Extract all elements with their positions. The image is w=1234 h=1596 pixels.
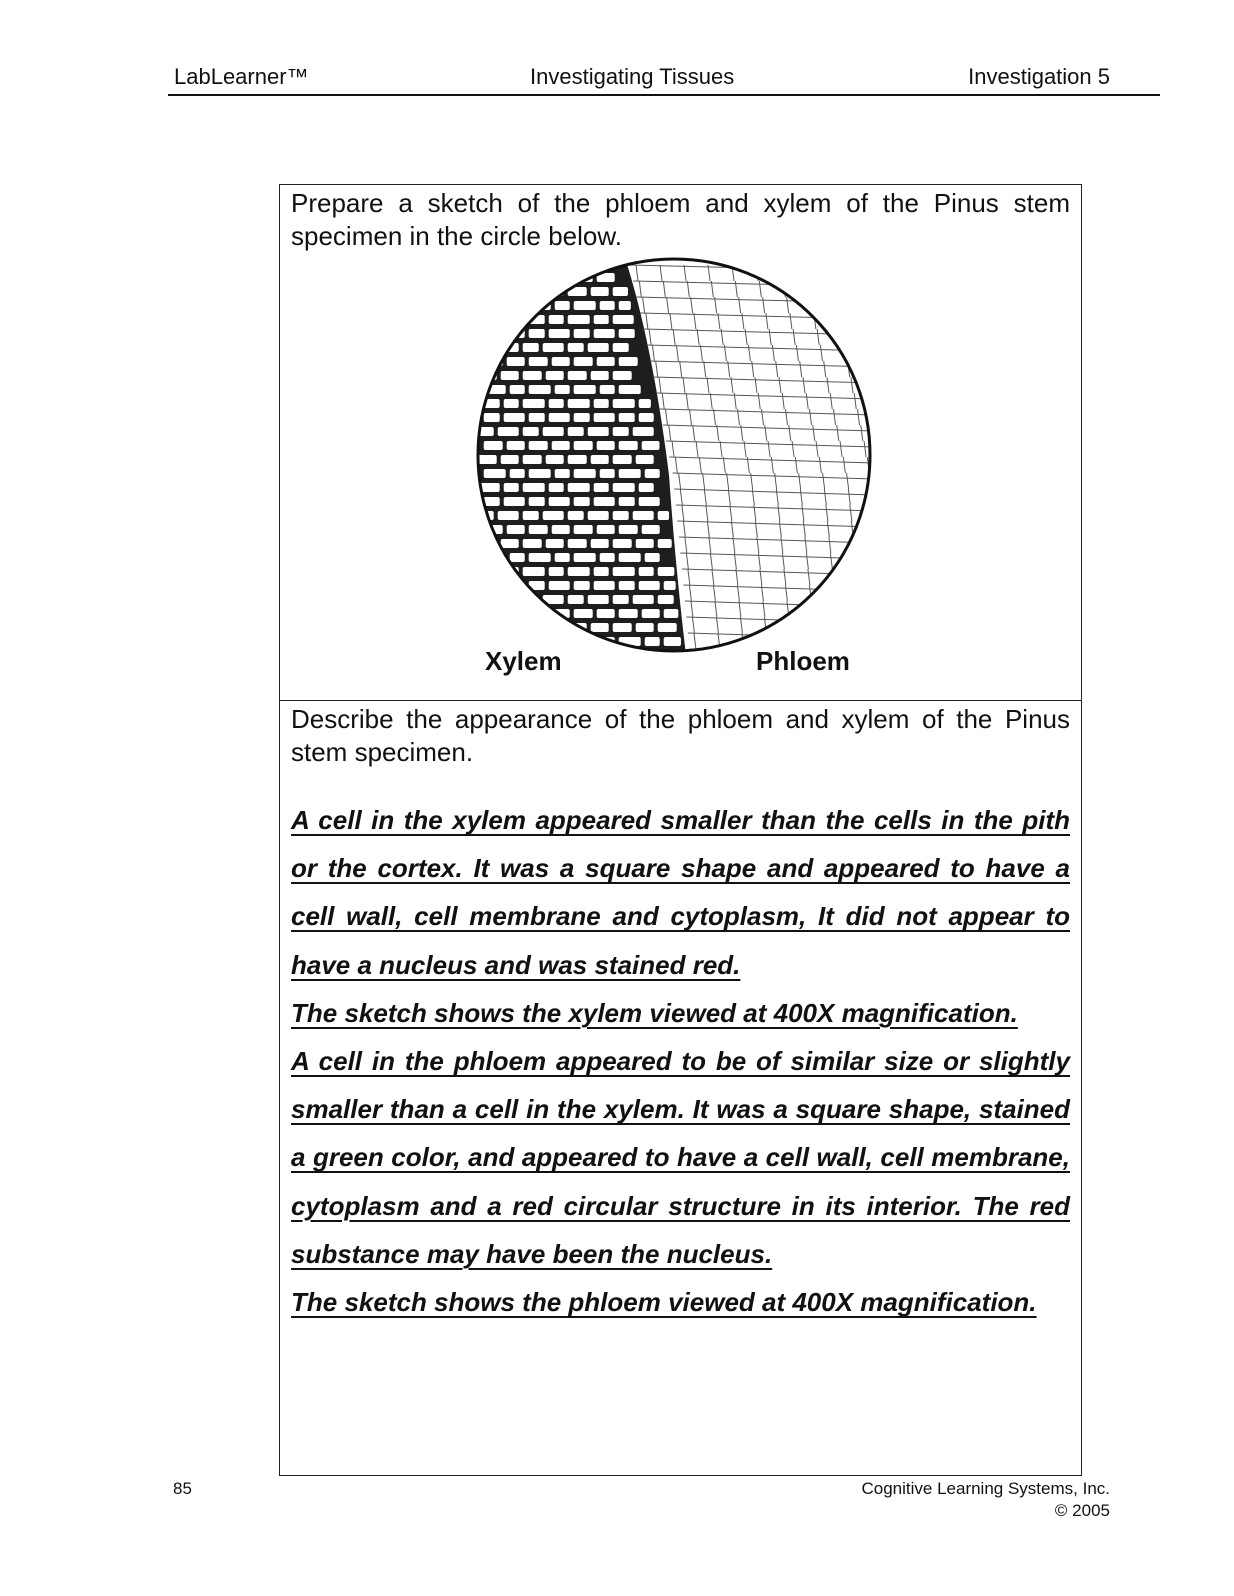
label-phloem: Phloem	[756, 646, 850, 676]
microscope-sketch	[474, 255, 874, 655]
description-cell	[280, 701, 1081, 1475]
footer-publisher	[861, 1478, 1110, 1522]
description-prompt: Describe the appearance of the phloem and xylem of the Pinus stem specimen.	[291, 704, 1070, 767]
answer-paragraph-phloem: A cell in the phloem appeared to be of similar size or slightly smaller than a cell in the xylem. It was a square shape, stained a green color, and appeared to have a cell wall, cell membrane, cytoplasm and a red circular structure in its interior. The red substance may have been the nucleus.	[291, 1046, 1070, 1269]
sketch-drawing	[474, 255, 874, 655]
header-investigation: Investigation 5	[968, 64, 1110, 89]
header-brand: LabLearner™	[174, 64, 309, 89]
footer-copyright: © 2005	[1054, 1501, 1110, 1520]
page-number: 85	[173, 1479, 192, 1498]
sketch-cell	[280, 185, 1081, 701]
answer-paragraph-xylem-magnification: The sketch shows the xylem viewed at 400X magnification.	[291, 997, 1018, 1028]
answer-text	[291, 796, 1070, 1326]
footer-company: Cognitive Learning Systems, Inc.	[861, 1479, 1110, 1498]
answer-paragraph-phloem-magnification: The sketch shows the phloem viewed at 400X magnification.	[291, 1287, 1037, 1318]
answer-paragraph-xylem: A cell in the xylem appeared smaller than the cells in the pith or the cortex. It was a square shape and appeared to have a cell wall, cell membrane and cytoplasm, It did not appear to have a nucleus and was stained red.	[291, 805, 1070, 980]
label-xylem: Xylem	[485, 646, 562, 676]
page-header	[168, 62, 1160, 96]
sketch-prompt: Prepare a sketch of the phloem and xylem of the Pinus stem specimen in the circle below.	[291, 188, 1070, 251]
header-title: Investigating Tissues	[530, 64, 735, 89]
worksheet-table	[279, 184, 1082, 1476]
